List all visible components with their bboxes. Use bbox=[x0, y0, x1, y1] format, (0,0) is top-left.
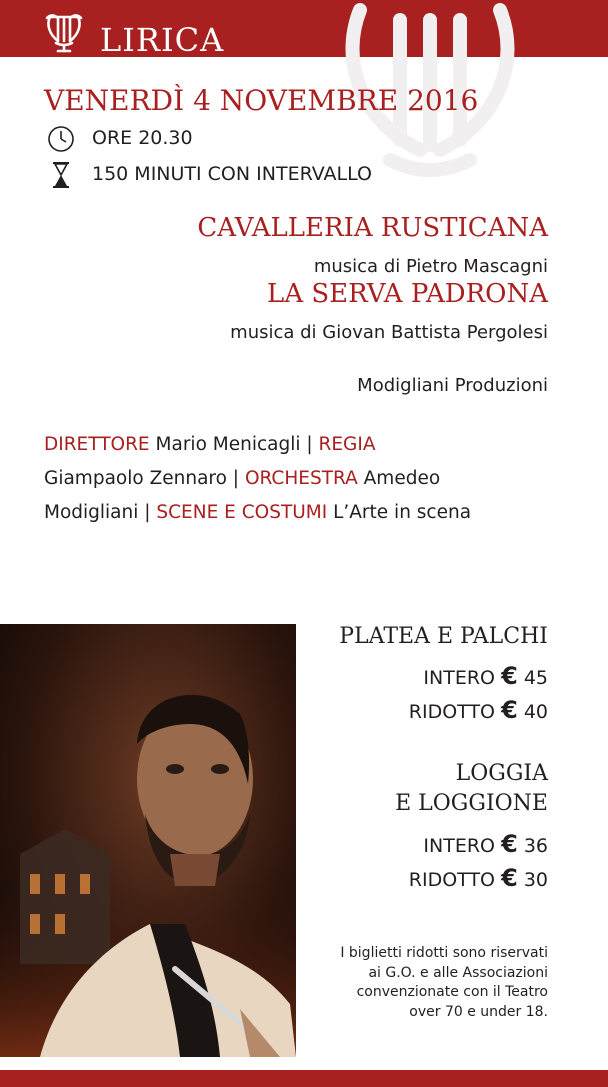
loggia-intero-label: INTERO bbox=[423, 835, 496, 857]
orchestra-name-cont: Modigliani | bbox=[44, 502, 157, 523]
orchestra-name: Amedeo bbox=[357, 468, 441, 489]
loggia-ridotto bbox=[409, 866, 548, 892]
event-date: VENERDÌ 4 NOVEMBRE 2016 bbox=[44, 84, 479, 117]
loggia-heading-1: LOGGIA bbox=[455, 761, 548, 786]
discount-note bbox=[298, 944, 548, 1022]
platea-heading: PLATEA E PALCHI bbox=[339, 624, 548, 649]
performer-photo bbox=[0, 624, 296, 1057]
work-credit-1: musica di Pietro Mascagni bbox=[313, 256, 548, 277]
platea-intero-label: INTERO bbox=[423, 667, 496, 689]
platea-ridotto bbox=[409, 698, 548, 724]
scene-name: L’Arte in scena bbox=[327, 502, 472, 523]
hourglass-icon bbox=[44, 160, 78, 190]
note-line: convenzionate con il Teatro bbox=[356, 984, 548, 1000]
loggia-intero bbox=[423, 832, 548, 858]
regia-role: REGIA bbox=[318, 434, 376, 455]
director-role: DIRETTORE bbox=[44, 434, 150, 455]
euro-sign: € bbox=[501, 662, 518, 690]
category-title: LIRICA bbox=[100, 21, 225, 59]
platea-ridotto-value: 40 bbox=[523, 701, 548, 723]
note-line: ai G.O. e alle Associazioni bbox=[368, 964, 548, 981]
event-duration: 150 MINUTI CON INTERVALLO bbox=[92, 163, 372, 185]
platea-ridotto-label: RIDOTTO bbox=[408, 701, 496, 723]
lyre-icon bbox=[44, 11, 84, 53]
cast-credits bbox=[44, 428, 544, 530]
scene-role: SCENE E COSTUMI bbox=[156, 502, 328, 523]
loggia-intero-value: 36 bbox=[523, 835, 548, 857]
orchestra-role: ORCHESTRA bbox=[244, 468, 358, 489]
note-line: I biglietti ridotti sono riservati bbox=[340, 945, 548, 961]
euro-sign: € bbox=[501, 696, 518, 724]
work-title-2: LA SERVA PADRONA bbox=[267, 279, 548, 309]
clock-icon bbox=[44, 124, 78, 154]
production-company: Modigliani Produzioni bbox=[357, 375, 548, 396]
director-name: Mario Menicagli | bbox=[149, 434, 319, 455]
event-time: ORE 20.30 bbox=[92, 127, 193, 149]
work-title-1: CAVALLERIA RUSTICANA bbox=[197, 213, 548, 243]
regia-name: Giampaolo Zennaro | bbox=[44, 468, 245, 489]
euro-sign: € bbox=[501, 864, 518, 892]
footer-band bbox=[0, 1070, 608, 1087]
platea-intero-value: 45 bbox=[523, 667, 548, 689]
work-credit-2: musica di Giovan Battista Pergolesi bbox=[230, 322, 548, 343]
euro-sign: € bbox=[501, 830, 518, 858]
note-line: over 70 e under 18. bbox=[409, 1003, 548, 1020]
platea-intero bbox=[423, 664, 548, 690]
loggia-ridotto-label: RIDOTTO bbox=[408, 869, 496, 891]
loggia-ridotto-value: 30 bbox=[523, 869, 548, 891]
loggia-heading-2: E LOGGIONE bbox=[395, 791, 548, 816]
